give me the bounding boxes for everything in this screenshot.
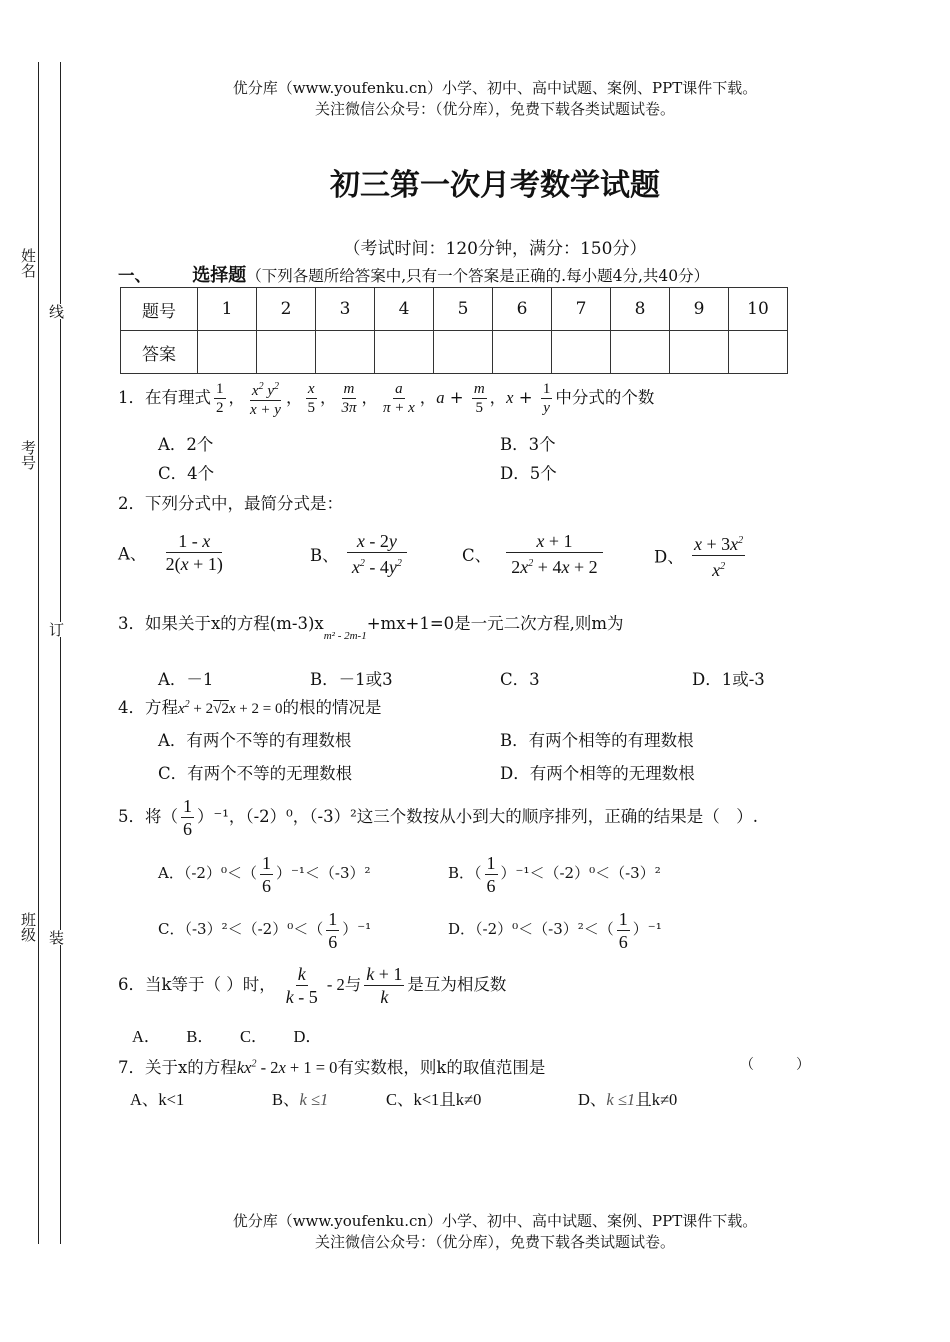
q1-option-a: A．2个: [158, 435, 214, 454]
q4-option-d: D．有两个相等的无理数根: [500, 764, 695, 783]
q7-option-a: A、k<1: [130, 1090, 185, 1109]
table-row-answers: [121, 331, 788, 374]
q4-option-a: A．有两个不等的有理数根: [158, 731, 352, 750]
q3-option-a: A．－1: [158, 670, 214, 689]
q2-label-a: A、: [118, 544, 147, 564]
fraction-1-6: $\frac{1}{6}$: [183, 796, 192, 839]
q1-option-b: B．3个: [500, 435, 556, 454]
q4-option-c: C．有两个不等的无理数根: [158, 764, 353, 783]
q3-option-b: B．－1或3: [310, 670, 393, 689]
question-1-tail: 中分式的个数: [555, 388, 655, 407]
margin-label-line: 线: [47, 304, 65, 319]
question-4-tail: 的根的情况是: [282, 698, 382, 717]
question-7-lead: 7．关于x的方程: [118, 1058, 237, 1077]
q7-option-c: C、k<1且k≠0: [386, 1090, 482, 1109]
q6-options: A． B． C． D．: [132, 1027, 322, 1046]
question-7-paren: （ ）: [740, 1057, 810, 1073]
question-5-lead: 5．将（: [118, 807, 178, 826]
margin-label-name: 姓名: [19, 248, 37, 278]
question-5-tail: ）⁻¹，（-2）⁰，（-3）²这三个数按从小到大的顺序排列，正确的结果是（ ）.: [197, 807, 758, 826]
table-cell-number: 9: [670, 288, 729, 331]
question-5: [118, 794, 758, 840]
q2-label-c: C、: [462, 546, 492, 565]
table-cell-number: 10: [729, 288, 788, 331]
table-cell-number: 5: [434, 288, 493, 331]
header-line-1: 优分库（www.youfenku.cn）小学、初中、高中试题、案例、PPT课件下载。: [232, 79, 758, 97]
question-2: 2．下列分式中，最简分式是：: [118, 494, 343, 513]
header-line-2: 关注微信公众号：（优分库），免费下载各类试题试卷。: [314, 100, 675, 118]
q4-option-b: B．有两个相等的有理数根: [500, 731, 694, 750]
fraction-m-5: $\frac{m}{5}$: [473, 381, 485, 416]
section-number: 一、: [118, 266, 151, 285]
answer-cell[interactable]: [257, 331, 316, 374]
table-cell-number: 8: [611, 288, 670, 331]
fraction-x2y2: $\frac{x^2 y^2}{x + y}$: [248, 378, 283, 419]
answer-cell[interactable]: [729, 331, 788, 374]
exam-info: （考试时间：120分钟，满分：150分）: [343, 239, 647, 259]
q2-option-a: [118, 530, 228, 575]
question-6: 6．当k等于（ ）时， $\frac{k}{k - 5}$ - 2与 $\frac{k + 1}{k}$ 是互为相反数: [118, 964, 507, 1007]
answer-cell[interactable]: [670, 331, 729, 374]
question-4: [118, 694, 381, 718]
page-title: 初三第一次月考数学试题: [330, 168, 660, 203]
question-6-tail: 是互为相反数: [407, 975, 507, 994]
answer-cell[interactable]: [611, 331, 670, 374]
table-row-label: 答案: [121, 331, 198, 374]
fraction-1-y: $\frac{1}{y}$: [542, 381, 551, 416]
fraction-option-d: $\frac{x + 3x^2}{x^2}$: [692, 530, 745, 581]
footer-line-1: 优分库（www.youfenku.cn）小学、初中、高中试题、案例、PPT课件下载。: [232, 1212, 758, 1230]
q3-option-c: C．3: [500, 670, 540, 689]
answer-cell[interactable]: [434, 331, 493, 374]
q2-option-c: [462, 530, 606, 578]
answer-cell[interactable]: [493, 331, 552, 374]
q5-option-a: A．（-2）⁰＜（ $\frac{1}{6}$ ）⁻¹＜（-3）²: [158, 852, 371, 896]
fraction-option-b: $\frac{x - 2y}{x^2 - 4y^2}$: [347, 530, 407, 578]
q1-option-d: D．5个: [500, 464, 557, 483]
question-4-lead: 4．方程: [118, 698, 178, 717]
q2-option-d: [654, 530, 748, 581]
fraction-1-2: $\frac{1}{2}$: [216, 381, 224, 416]
table-cell-number: 7: [552, 288, 611, 331]
section-heading: [118, 261, 709, 287]
q2-label-d: D、: [654, 547, 684, 567]
fraction-m-3pi: $\frac{m}{3\pi}$: [341, 381, 357, 416]
question-7: [118, 1054, 545, 1078]
footer-line-2: 关注微信公众号：（优分库），免费下载各类试题试卷。: [314, 1233, 675, 1251]
q5-option-b: B．（ $\frac{1}{6}$ ）⁻¹＜（-2）⁰＜（-3）²: [448, 852, 661, 896]
question-3: [118, 610, 624, 642]
margin-label-class: 班级: [19, 912, 37, 942]
q5-option-c: C．（-3）²＜（-2）⁰＜（ $\frac{1}{6}$ ）⁻¹: [158, 908, 372, 952]
table-cell-number: 6: [493, 288, 552, 331]
table-row-label: 题号: [121, 288, 198, 331]
equation-q7: $kx^2 - 2x + 1 = 0$: [236, 1058, 338, 1077]
margin-label-ding: 订: [47, 622, 65, 637]
q3-option-d: D．1或-3: [692, 670, 765, 689]
q5-option-d: D．（-2）⁰＜（-3）²＜（ $\frac{1}{6}$ ）⁻¹: [448, 908, 662, 952]
q1-option-c: C．4个: [158, 464, 215, 483]
equation-q4: $x^2 + 2√2x + 2 = 0$: [178, 699, 283, 717]
question-3-exponent: m² - 2m-1: [323, 630, 367, 642]
table-cell-number: 3: [316, 288, 375, 331]
question-6-mid: 与: [344, 975, 362, 994]
q2-option-b: [310, 530, 410, 578]
margin-label-exam-no: 考号: [19, 440, 37, 470]
answer-table: [120, 287, 788, 374]
fraction-x-5: $\frac{x}{5}$: [307, 381, 315, 416]
fraction-k-k-5: $\frac{k}{k - 5}$: [285, 964, 318, 1007]
margin-label-zhuang: 装: [47, 930, 65, 945]
table-cell-number: 1: [198, 288, 257, 331]
question-6-lead: 6．当k等于（ ）时，: [118, 975, 276, 994]
q7-option-b: B、k ≤1: [272, 1090, 329, 1109]
answer-cell[interactable]: [316, 331, 375, 374]
section-name: 选择题: [192, 265, 247, 286]
fraction-option-c: $\frac{x + 1}{2x^2 + 4x + 2}$: [506, 530, 602, 578]
question-1-lead: 1．在有理式: [118, 388, 211, 407]
question-3-lead: 3．如果关于x的方程(m-3)x: [118, 614, 324, 633]
question-7-tail: 有实数根，则k的取值范围是: [337, 1058, 546, 1077]
table-row-numbers: [121, 288, 788, 331]
answer-cell[interactable]: [375, 331, 434, 374]
fraction-option-a: $\frac{1 - x}{2(x + 1)}$: [165, 531, 223, 574]
question-3-tail: +mx+1=0是一元二次方程,则m为: [366, 614, 624, 633]
q2-label-b: B、: [310, 546, 339, 565]
answer-cell[interactable]: [198, 331, 257, 374]
table-cell-number: 2: [257, 288, 316, 331]
section-desc: （下列各题所给答案中,只有一个答案是正确的.每小题4分,共40分）: [246, 267, 710, 285]
question-1: 1．在有理式 $\frac{1}{2}$ ， $\frac{x^2 y^2}{x + y}$ ， $\frac{x}{5}$ ， $\frac{m}{3\pi}$ ， $\frac{a}{\pi + x}$ ，a + $\frac{m}{5}$ ，x + $\frac{1}{y}$ 中分式的个数: [118, 376, 654, 420]
q7-option-d: D、k ≤1且k≠0: [578, 1090, 678, 1109]
fraction-a-pi-x: $\frac{a}{\pi + x}$: [382, 381, 415, 416]
fraction-k1-k: $\frac{k + 1}{k}$: [366, 964, 403, 1007]
answer-cell[interactable]: [552, 331, 611, 374]
table-cell-number: 4: [375, 288, 434, 331]
